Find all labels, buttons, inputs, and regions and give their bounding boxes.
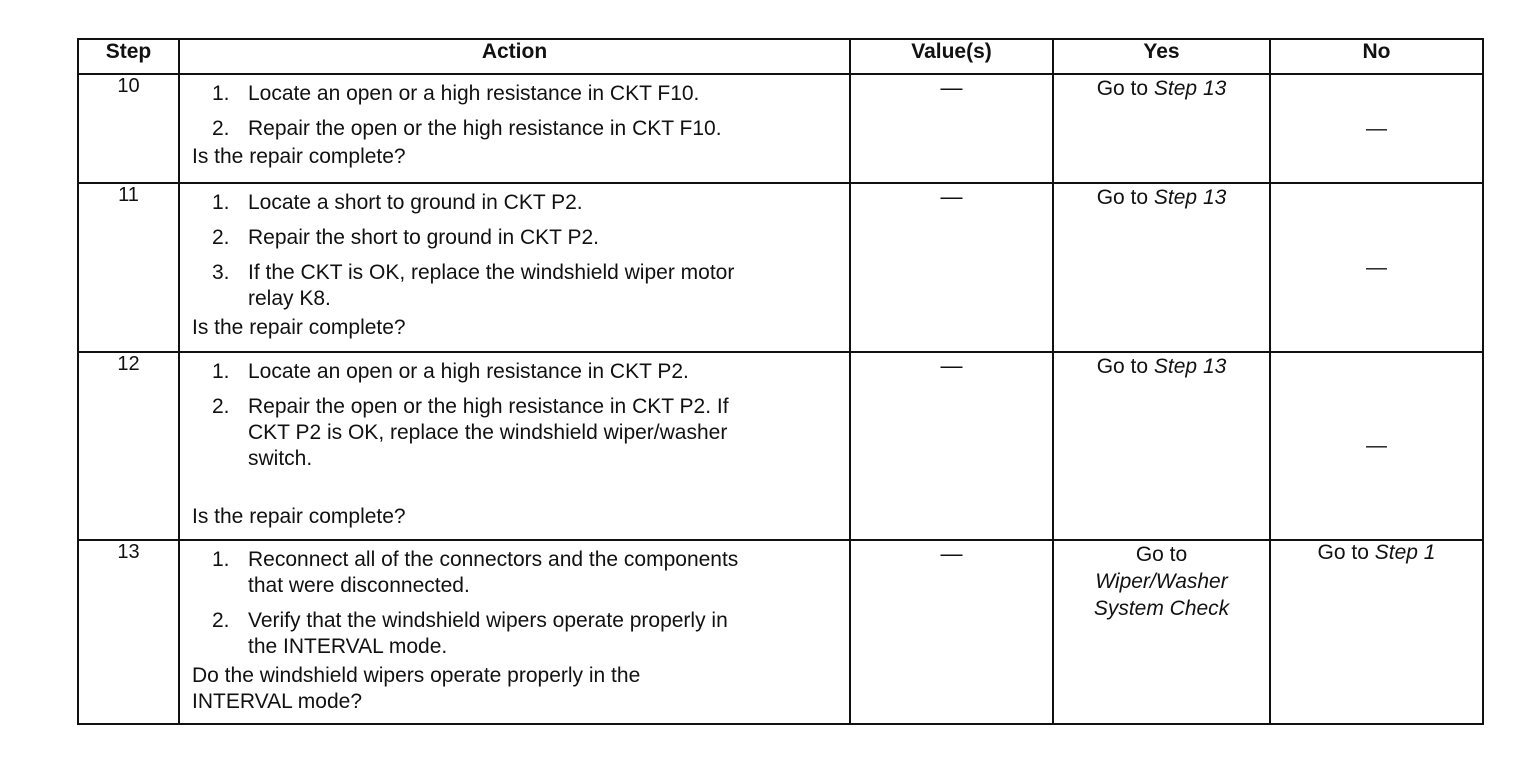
action-cell: [179, 540, 850, 724]
yes-cell: Go to Step 13: [1053, 352, 1270, 540]
no-cell: Go to Step 1: [1270, 540, 1483, 724]
header-row: [78, 39, 1483, 74]
value-cell: —: [850, 74, 1053, 183]
yes-cell: Go to Wiper/Washer System Check: [1053, 540, 1270, 724]
step-link[interactable]: Step 1: [1374, 541, 1436, 564]
action-cell: [179, 74, 850, 183]
value-cell: —: [850, 183, 1053, 352]
header-values: Value(s): [850, 39, 1053, 74]
no-cell: —: [1270, 74, 1483, 183]
step-link[interactable]: Step 13: [1153, 355, 1227, 378]
step-number: 12: [78, 352, 179, 540]
no-cell: —: [1270, 352, 1483, 540]
value-cell: —: [850, 540, 1053, 724]
header-yes: Yes: [1053, 39, 1270, 74]
table-row: [78, 540, 1483, 724]
step-number: 13: [78, 540, 179, 724]
action-item: 2. Verify that the windshield wipers operate properly in the INTERVAL mode.: [212, 609, 728, 658]
action-question: Is the repair complete?: [192, 145, 406, 168]
action-item: 2. Repair the short to ground in CKT P2.: [212, 226, 599, 249]
action-item: 1. Locate a short to ground in CKT P2.: [212, 191, 583, 214]
diagnostic-table: [77, 38, 1484, 725]
system-check-link[interactable]: Wiper/Washer: [1095, 570, 1228, 593]
value-cell: —: [850, 352, 1053, 540]
action-question: Is the repair complete?: [192, 505, 406, 528]
action-item: 1. Locate an open or a high resistance in CKT F10.: [212, 82, 700, 105]
action-question: Do the windshield wipers operate properly in the INTERVAL mode?: [192, 664, 641, 713]
action-item: 1. Locate an open or a high resistance in CKT P2.: [212, 360, 689, 383]
action-cell: [179, 352, 850, 540]
table-row: [78, 74, 1483, 183]
yes-cell: Go to Step 13: [1053, 74, 1270, 183]
step-number: 11: [78, 183, 179, 352]
header-action: Action: [179, 39, 850, 74]
action-item: 3. If the CKT is OK, replace the windshield wiper motor relay K8.: [212, 261, 735, 310]
action-question: Is the repair complete?: [192, 316, 406, 339]
step-link[interactable]: Step 13: [1153, 186, 1227, 209]
table-row: [78, 183, 1483, 352]
no-cell: —: [1270, 183, 1483, 352]
yes-cell: Go to Step 13: [1053, 183, 1270, 352]
action-item: 2. Repair the open or the high resistance in CKT P2. If CKT P2 is OK, replace the windshield wiper/washer switch.: [212, 395, 729, 470]
header-step: Step: [78, 39, 179, 74]
table-row: [78, 352, 1483, 540]
action-cell: [179, 183, 850, 352]
action-item: 1. Reconnect all of the connectors and the components that were disconnected.: [212, 548, 739, 597]
action-item: 2. Repair the open or the high resistance in CKT F10.: [212, 117, 722, 140]
step-number: 10: [78, 74, 179, 183]
header-no: No: [1270, 39, 1483, 74]
step-link[interactable]: Step 13: [1153, 77, 1227, 100]
system-check-link-line2[interactable]: System Check: [1093, 597, 1230, 620]
